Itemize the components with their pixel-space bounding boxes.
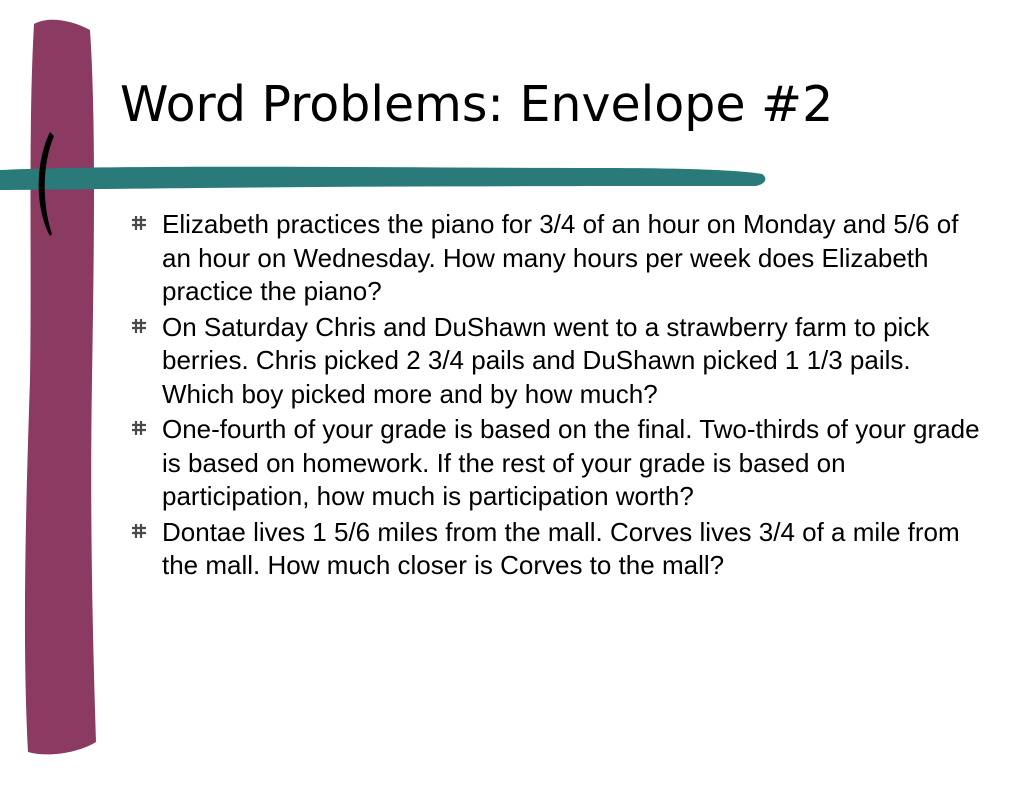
hash-bullet-icon <box>130 522 148 540</box>
horizontal-teal-bar <box>0 167 765 190</box>
list-item <box>130 311 980 412</box>
list-item <box>130 208 980 309</box>
hash-bullet-icon <box>130 317 148 335</box>
bullet-text: Elizabeth practices the piano for 3/4 of an hour on Monday and 5/6 of an hour on Wednesday. How many hours per week does Elizabeth practice the piano? <box>162 209 959 306</box>
hash-bullet-icon <box>130 214 148 232</box>
vertical-plum-bar <box>25 20 96 755</box>
bullet-text: On Saturday Chris and DuShawn went to a strawberry farm to pick berries. Chris picked 2 3/4 pails and DuShawn picked 1 1/3 pails. Which boy picked more and by how much? <box>162 311 930 409</box>
bullet-text: Dontae lives 1 5/6 miles from the mall. Corves lives 3/4 of a mile from the mall. How much closer is Corves to the mall? <box>162 516 960 580</box>
list-item <box>130 413 980 514</box>
bullet-list <box>130 208 980 585</box>
hash-bullet-icon <box>130 419 148 437</box>
slide-title: Word Problems: Envelope #2 <box>120 76 834 133</box>
bullet-text: One-fourth of your grade is based on the final. Two-thirds of your grade is based on homework. If the rest of your grade is based on participation, how much is participation worth? <box>162 414 980 511</box>
list-item <box>130 516 980 583</box>
